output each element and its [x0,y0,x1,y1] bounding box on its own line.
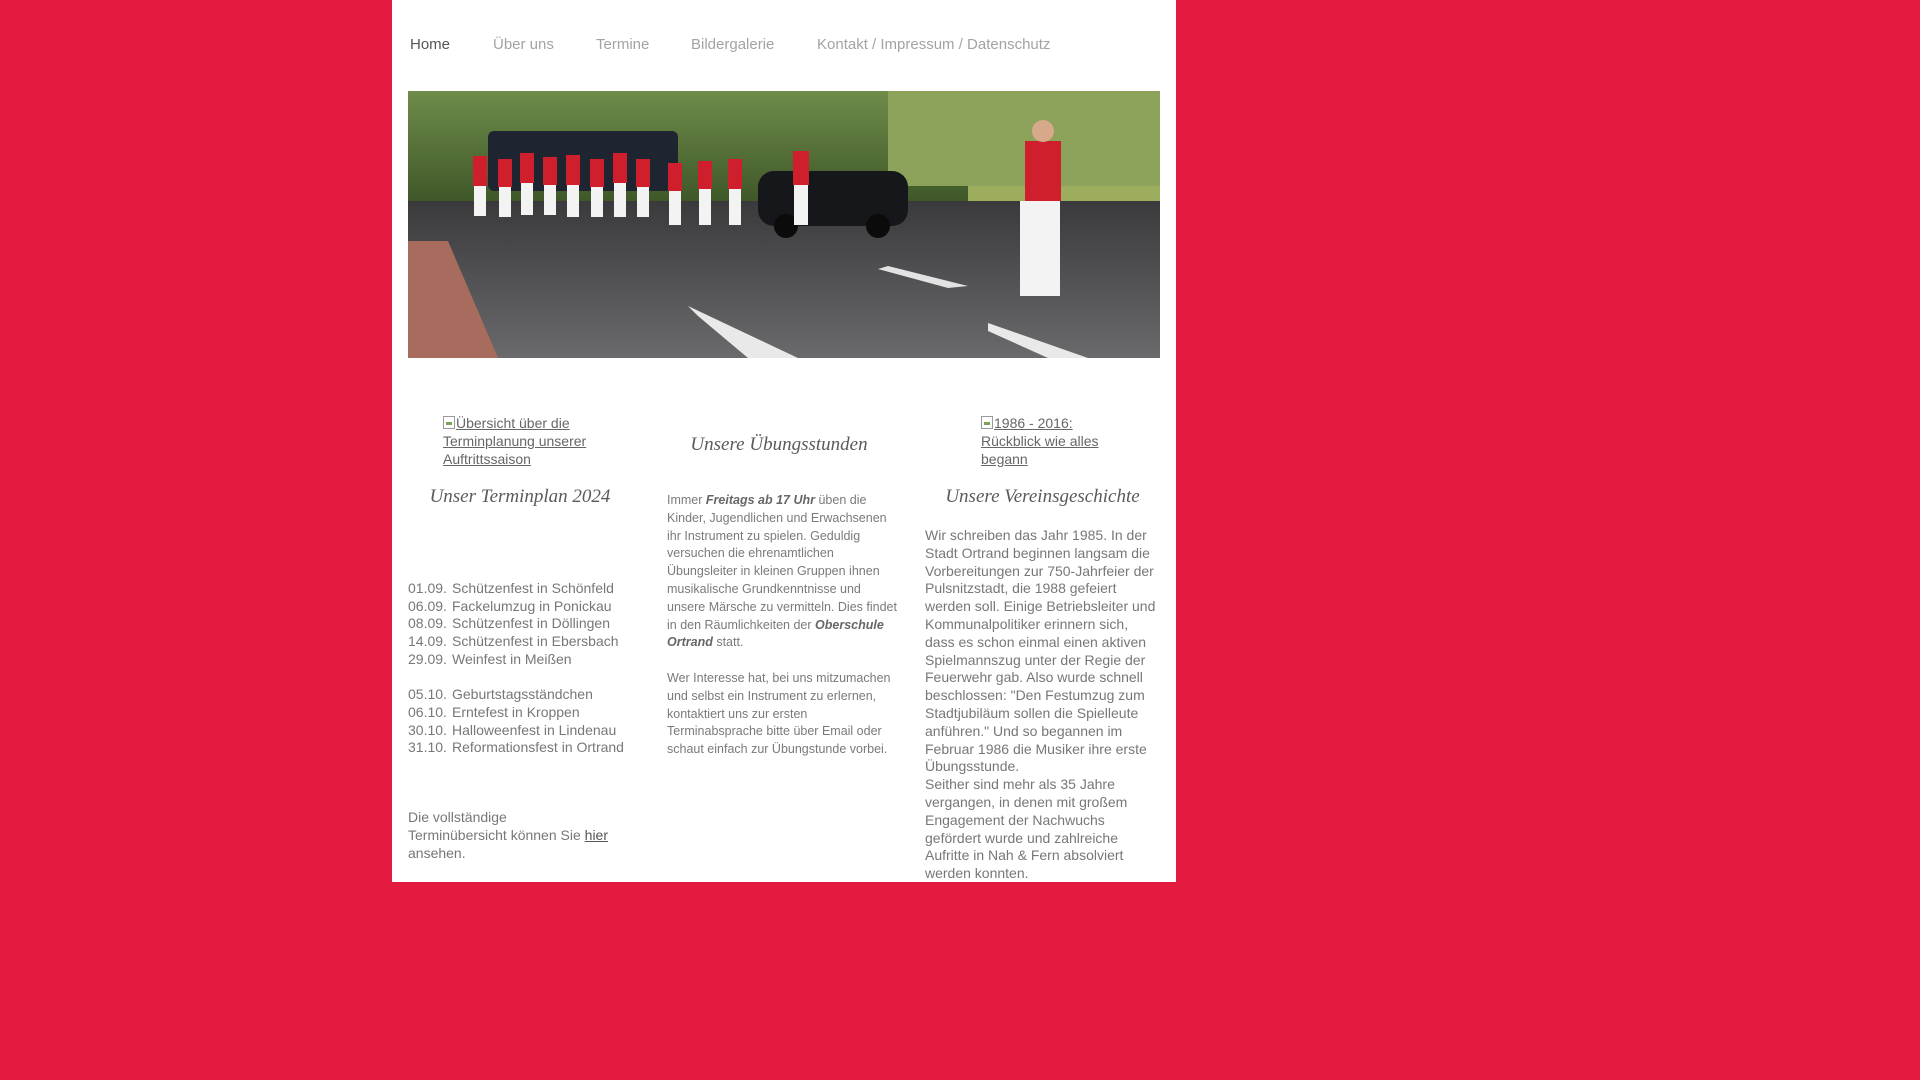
list-item: 06.09. Fackelumzug in Ponickau [408,597,612,614]
practice-paragraph-1: Immer Freitags ab 17 Uhr üben die Kinder, Jugendlichen und Erwachsenen ihr Instrument zu spielen. Geduldig versuchen die ehrenamtlichen Übungsleiter in kleinen Gruppen ihnen musikalische Grundkenntnisse und unsere Märsche zu vermitteln. Dies findet in den Räumlichkeiten der Oberschule Ortrand statt. [667,493,897,650]
page-content [392,0,1176,882]
schedule-footer-text: Die vollständige Terminübersicht können Sie hier ansehen. [408,809,609,861]
event-list [408,580,638,757]
history-image-link[interactable] [981,414,1106,468]
practice-paragraph-2: Wer Interesse hat, bei uns mitzumachen und selbst ein Instrument zu erlernen, kontaktiert uns zur ersten Terminabsprache bitte über Email oder schaut einfach zur Übungstunde vorbei. [667,670,891,757]
broken-image-icon [981,416,993,429]
nav-ueber-uns[interactable]: Über uns [493,36,554,53]
hero-image [408,91,1160,358]
list-item: 01.09. Schützenfest in Schönfeld [408,580,614,596]
practice-text [667,492,901,759]
list-item: 29.09. Weinfest in Meißen [408,650,572,667]
nav-kontakt[interactable]: Kontakt / Impressum / Datenschutz [817,36,1051,53]
schedule-heading: Unser Terminplan 2024 [429,486,611,507]
history-paragraph-2: Seither sind mehr als 35 Jahre vergangen, in denen mit großem Engagement der Nachwuchs gefördert wurde und zahlreiche Aufritte in Nah & Fern absolviert werden konnten. [925,776,1128,882]
history-heading: Unsere Vereinsgeschichte [945,486,1140,507]
list-item: 31.10. Reformationsfest in Ortrand [408,739,624,756]
schedule-column [408,414,632,508]
list-item: 14.09. Schützenfest in Ebersbach [408,633,619,650]
nav-home[interactable]: Home [410,36,451,53]
nav-bildergalerie[interactable]: Bildergalerie [691,36,775,53]
full-schedule-link[interactable]: hier [584,826,609,843]
list-item: 05.10. Geburtstagsständchen [408,686,593,703]
practice-heading: Unsere Übungsstunden [690,434,868,455]
schedule-overview-image-link[interactable] [443,414,593,468]
history-paragraph-1: Wir schreiben das Jahr 1985. In der Stadt Ortrand beginnen langsam die Vorbereitungen zur 750-Jahrfeier der Pulsnitzstadt, die 1988 gefeiert werden soll. Einige Betriebsleiter und Kommunalpolitiker erinnern sich, dass es schon einmal einen aktiven Spielmannszug unter der Regie der Feuerwehr gab. Also wurde schnell beschlossen: "Den Festumzug zum Stadtjubiläum sollen die Spielleute anführen." Und so begannen im Februar 1986 die Musiker ihre erste Übungsstunde. [925,527,1156,775]
history-column [925,414,1160,883]
schedule-image-alt: Übersicht über die Terminplanung unserer Auftrittssaison [443,415,587,467]
parade-photo [408,91,1160,358]
list-item: 06.10. Erntefest in Kroppen [408,703,580,720]
list-item: 30.10. Halloweenfest in Lindenau [408,721,617,738]
broken-image-icon [443,416,455,429]
nav-termine[interactable]: Termine [596,36,650,53]
list-item: 08.09. Schützenfest in Döllingen [408,615,610,632]
history-image-alt: 1986 - 2016: Rückblick wie alles begann [981,415,1099,467]
history-text [925,527,1160,883]
